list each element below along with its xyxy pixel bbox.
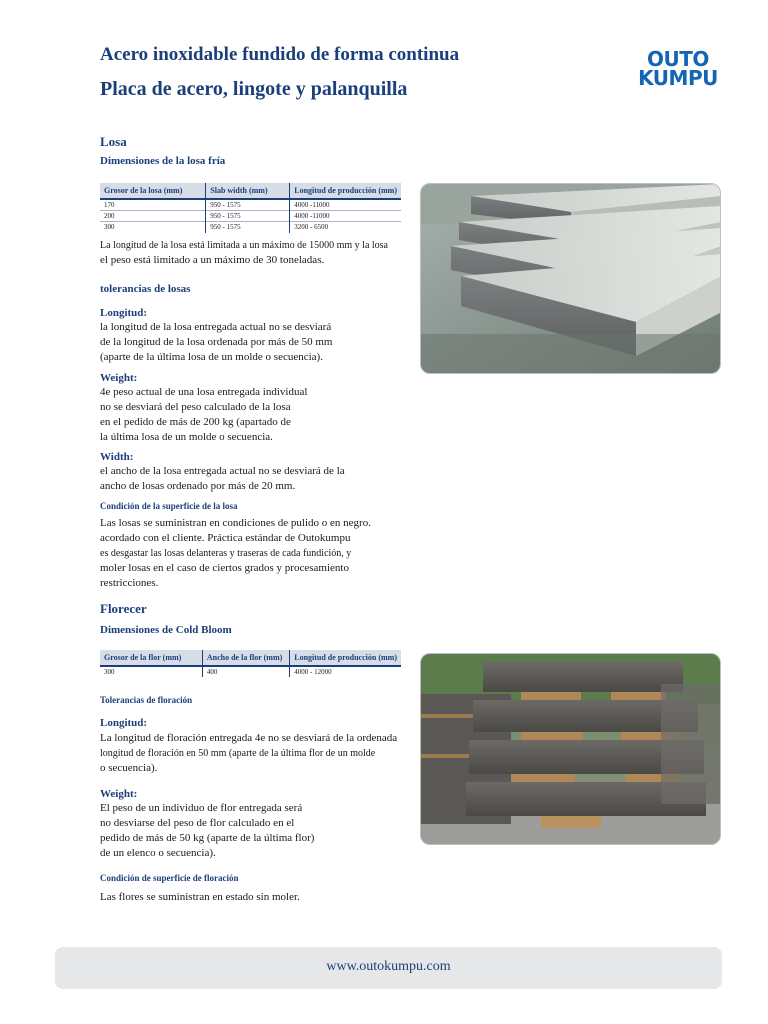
slab-length-label: Longitud: — [100, 307, 148, 319]
text-line: de la longitud de la losa ordenada por más de 50 mm — [100, 336, 333, 348]
text-line: no se desviará del peso calculado de la losa — [100, 401, 291, 413]
website-link[interactable]: www.outokumpu.com — [326, 959, 451, 974]
text-line: en el pedido de más de 200 kg (apartado de — [100, 416, 291, 428]
bloom-weight-label: Weight: — [100, 788, 138, 800]
text-line: la longitud de la losa entregada actual no se desviará — [100, 321, 332, 333]
bloom-section-title: Florecer — [100, 601, 147, 616]
bloom-length-label: Longitud: — [100, 717, 148, 729]
table-cell: 170 — [100, 199, 206, 211]
text-line: 4e peso actual de una losa entregada individual — [100, 386, 308, 398]
table-cell: 950 - 1575 — [206, 211, 290, 222]
text-line: moler losas en el caso de ciertos grados y procesamiento — [100, 562, 349, 574]
text-line: longitud de floración en 50 mm (aparte de la última flor de un molde — [100, 748, 376, 759]
table-cell: 300 — [100, 222, 206, 233]
table-header-row — [100, 183, 401, 199]
footer-bar — [55, 947, 722, 989]
slab-stack-photo — [420, 183, 721, 374]
slab-surface-title: Condición de la superficie de la losa — [100, 501, 238, 511]
bloom-length-text — [100, 731, 397, 776]
table-header-cell: Grosor de la flor (mm) — [100, 650, 202, 666]
table-header-cell: Ancho de la flor (mm) — [202, 650, 289, 666]
slab-dimensions-table — [100, 183, 401, 233]
bloom-stack-photo — [420, 653, 721, 845]
note-line: el peso está limitado a un máximo de 30 toneladas. — [100, 254, 325, 266]
logo-line-1: OUTO — [647, 47, 709, 71]
outokumpu-logo — [630, 47, 726, 94]
bloom-dimensions-table — [100, 650, 401, 677]
table-header-cell: Slab width (mm) — [206, 183, 290, 199]
table-cell: 400 — [202, 666, 289, 677]
table-cell: 4000 - 12000 — [290, 666, 401, 677]
text-line: acordado con el cliente. Práctica estándar de Outokumpu — [100, 532, 351, 544]
text-line: el ancho de la losa entregada actual no se desviará de la — [100, 465, 345, 477]
slab-weight-text — [100, 385, 307, 445]
table-header-row — [100, 650, 401, 666]
table-row — [100, 666, 401, 677]
bloom-surface-title: Condición de superficie de floración — [100, 873, 239, 883]
slab-dims-title: Dimensiones de la losa fría — [100, 155, 226, 167]
slab-stack-illustration — [421, 184, 721, 374]
text-line: la última losa de un molde o secuencia. — [100, 431, 273, 443]
text-line: no desviarse del peso de flor calculado en el — [100, 817, 295, 829]
text-line: Las losas se suministran en condiciones de pulido o en negro. — [100, 517, 371, 529]
slab-length-text — [100, 320, 332, 365]
text-line: El peso de un individuo de flor entregada será — [100, 802, 303, 814]
table-cell: 4000 -11000 — [290, 211, 401, 222]
text-line: de un elenco o secuencia). — [100, 847, 216, 859]
table-row — [100, 211, 401, 222]
slab-width-label: Width: — [100, 451, 134, 463]
table-cell: 950 - 1575 — [206, 199, 290, 211]
slab-limits-note — [100, 238, 388, 268]
slab-tolerances-title: tolerancias de losas — [100, 283, 191, 295]
table-header-cell: Longitud de producción (mm) — [290, 650, 401, 666]
table-row — [100, 222, 401, 233]
bloom-tolerances-title: Tolerancias de floración — [100, 695, 193, 705]
text-line: o secuencia). — [100, 762, 158, 774]
text-line: pedido de más de 50 kg (aparte de la última flor) — [100, 832, 315, 844]
bloom-surface-text — [100, 890, 300, 905]
logo-line-2: KUMPU — [638, 66, 718, 90]
table-cell: 3200 - 6500 — [290, 222, 401, 233]
text-line: ancho de losas ordenado por más de 20 mm. — [100, 480, 296, 492]
document-title: Acero inoxidable fundido de forma continua — [100, 44, 460, 65]
table-header-cell: Longitud de producción (mm) — [290, 183, 401, 199]
text-line: es desgastar las losas delanteras y traseras de cada fundición, y — [100, 548, 352, 559]
slab-surface-text — [100, 516, 371, 591]
table-cell: 4000 -11000 — [290, 199, 401, 211]
bloom-dims-title: Dimensiones de Cold Bloom — [100, 624, 232, 636]
document-subtitle: Placa de acero, lingote y palanquilla — [100, 78, 408, 100]
table-cell: 950 - 1575 — [206, 222, 290, 233]
table-row — [100, 199, 401, 211]
text-line: restricciones. — [100, 577, 159, 589]
bloom-weight-text — [100, 801, 314, 861]
bloom-stack-illustration — [421, 654, 721, 845]
table-cell: 200 — [100, 211, 206, 222]
slab-width-text — [100, 464, 345, 494]
table-cell: 300 — [100, 666, 202, 677]
note-line: La longitud de la losa está limitada a un máximo de 15000 mm y la losa — [100, 240, 388, 251]
table-header-cell: Grosor de la losa (mm) — [100, 183, 206, 199]
slab-section-title: Losa — [100, 134, 127, 149]
text-line: Las flores se suministran en estado sin moler. — [100, 891, 300, 903]
text-line: (aparte de la última losa de un molde o secuencia). — [100, 351, 323, 363]
text-line: La longitud de floración entregada 4e no se desviará de la ordenada — [100, 732, 398, 744]
slab-weight-label: Weight: — [100, 372, 138, 384]
